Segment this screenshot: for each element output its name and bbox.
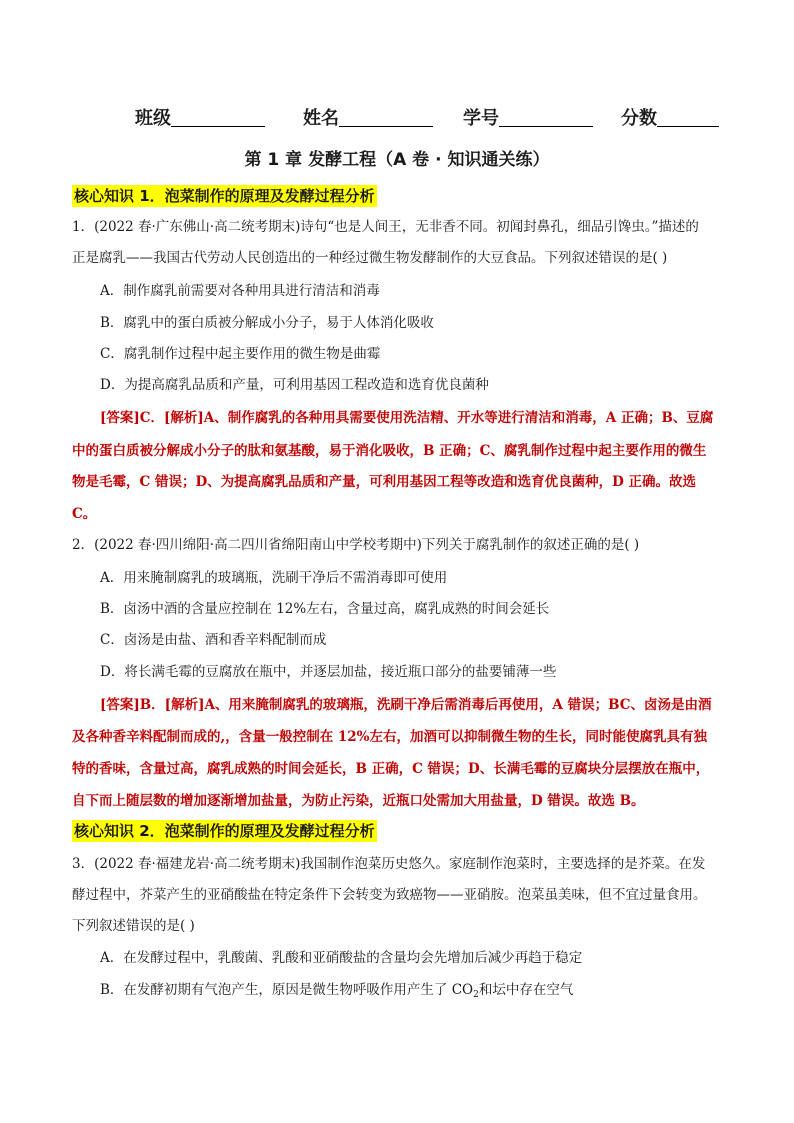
- question-1-line-1: 1．(2022 春·广东佛山·高二统考期末)诗句“也是人间王，无非香不同。初闻封鼻孔，细品引馋虫。”描述的: [72, 219, 699, 235]
- question-2-answer-line-3: 特的香味，含量过高，腐乳成熟的时间会延长，B 正确，C 错误；D、长满毛霉的豆腐块分层摆放在瓶中，: [72, 761, 710, 777]
- name-field[interactable]: [303, 104, 433, 130]
- question-2-line-1: 2．(2022 春·四川绵阳·高二四川省绵阳南山中学校考期中)下列关于腐乳制作的叙述正确的是( ): [72, 537, 640, 553]
- question-2-answer-line-4: 自下而上随层数的增加逐渐增加盐量，为防止污染，近瓶口处需加大用盐量，D 错误。故选 B。: [72, 793, 645, 809]
- question-3-option-b-text: B．在发酵初期有气泡产生，原因是微生物呼吸作用产生了 CO: [100, 982, 474, 998]
- student-id-blank[interactable]: [499, 108, 593, 127]
- question-3-option-b: [100, 975, 720, 1006]
- section-heading-1: 核心知识 1．泡菜制作的原理及发酵过程分析: [74, 187, 375, 205]
- question-1-option-b: B．腐乳中的蛋白质被分解成小分子，易于人体消化吸收: [100, 315, 434, 331]
- question-1-answer-line-1: [答案]C．[解析]A、制作腐乳的各种用具需要使用洗洁精、开水等进行清洁和消毒，A 正确；B、豆腐: [100, 410, 714, 426]
- question-1-option-d: D．为提高腐乳品质和产量，可利用基因工程改造和选育优良菌种: [100, 377, 489, 393]
- question-3-line-2: 酵过程中，芥菜产生的亚硝酸盐在特定条件下会转变为致癌物——亚硝胺。泡菜虽美味，但不宜过量食用。: [72, 887, 707, 903]
- question-1-answer-line-4: C。: [72, 506, 97, 522]
- section-heading-2: 核心知识 2．泡菜制作的原理及发酵过程分析: [74, 822, 375, 840]
- score-blank[interactable]: [657, 108, 719, 127]
- class-label: 班级: [135, 108, 171, 129]
- name-label: 姓名: [303, 108, 339, 129]
- name-blank[interactable]: [339, 108, 433, 127]
- question-3-line-3: 下列叙述错误的是( ): [72, 918, 195, 934]
- class-blank[interactable]: [171, 108, 265, 127]
- question-2-option-a: A．用来腌制腐乳的玻璃瓶，洗刷干净后不需消毒即可使用: [100, 570, 448, 586]
- question-2-option-d: D．将长满毛霉的豆腐放在瓶中，并逐层加盐，接近瓶口部分的盐要铺薄一些: [100, 664, 557, 680]
- question-3-option-a: A．在发酵过程中，乳酸菌、乳酸和亚硝酸盐的含量均会先增加后减少再趋于稳定: [100, 950, 583, 966]
- score-label: 分数: [621, 108, 657, 129]
- question-1-line-2: 正是腐乳——我国古代劳动人民创造出的一种经过微生物发酵制作的大豆食品。下列叙述错误的是( ): [72, 250, 668, 266]
- page-title: 第 1 章 发酵工程（A 卷 · 知识通关练）: [244, 150, 550, 170]
- question-3-option-b-suffix: 和坛中存在空气: [478, 982, 574, 998]
- question-1-option-a: A．制作腐乳前需要对各种用具进行清洁和消毒: [100, 283, 380, 299]
- question-2-option-c: C．卤汤是由盐、酒和香辛料配制而成: [100, 632, 327, 648]
- question-1-option-c: C．腐乳制作过程中起主要作用的微生物是曲霉: [100, 346, 381, 362]
- question-1-answer-line-3: 物是毛霉，C 错误；D、为提高腐乳品质和产量，可利用基因工程等改造和选育优良菌种，D 正确。故选: [72, 474, 697, 490]
- score-field[interactable]: [621, 104, 719, 130]
- question-3-line-1: 3．(2022 春·福建龙岩·高二统考期末)我国制作泡菜历史悠久。家庭制作泡菜时，主要选择的是芥菜。在发: [72, 856, 706, 872]
- student-id-label: 学号: [463, 108, 499, 129]
- student-info-line: [135, 104, 735, 134]
- class-field[interactable]: [135, 104, 265, 130]
- question-2-answer-line-1: [答案]B．[解析]A、用来腌制腐乳的玻璃瓶，洗刷干净后需消毒后再使用，A 错误；BC、卤汤是由酒: [100, 697, 712, 713]
- question-3-option-b-subscript: 2: [473, 990, 479, 1000]
- student-id-field[interactable]: [463, 104, 593, 130]
- question-2-answer-line-2: 及各种香辛料配制而成的,，含量一般控制在 12%左右，加酒可以抑制微生物的生长，同时能使腐乳具有独: [72, 729, 708, 745]
- question-1-answer-line-2: 中的蛋白质被分解成小分子的肽和氨基酸，易于消化吸收，B 正确；C、腐乳制作过程中起主要作用的微生: [72, 443, 707, 459]
- question-2-option-b: B．卤汤中酒的含量应控制在 12%左右，含量过高，腐乳成熟的时间会延长: [100, 601, 550, 617]
